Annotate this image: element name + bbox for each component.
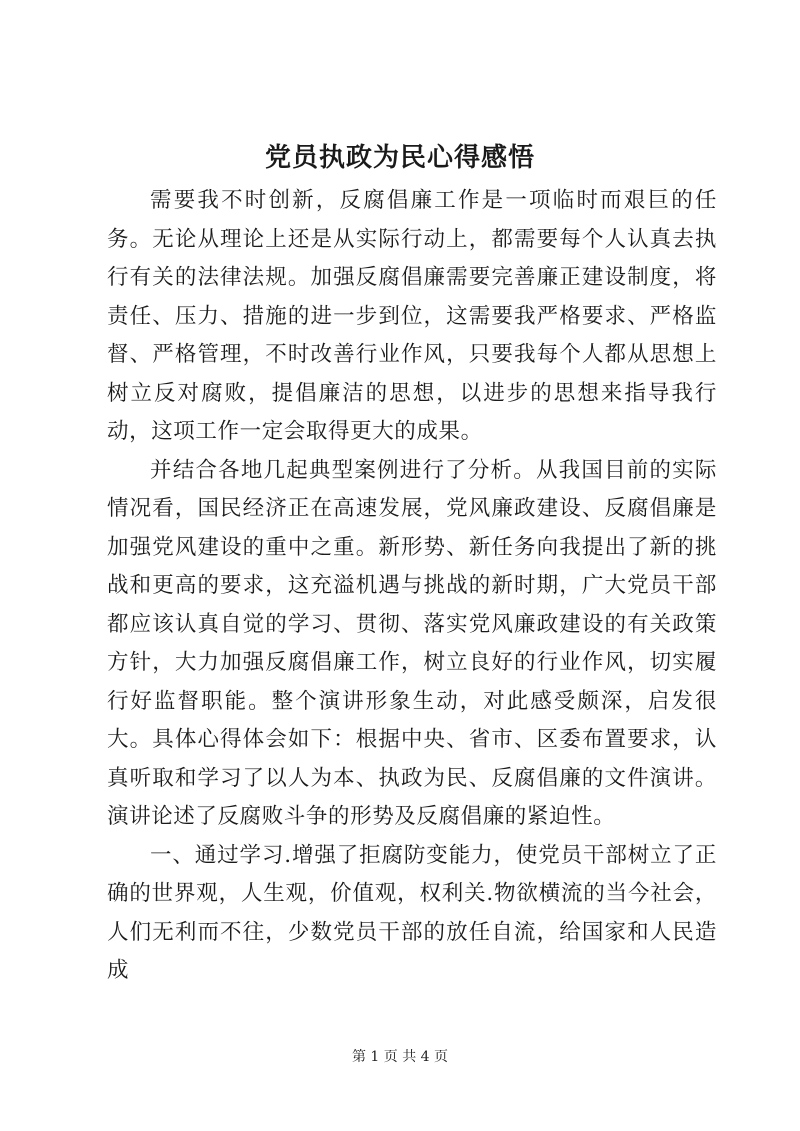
paragraph-2: 并结合各地几起典型案例进行了分析。从我国目前的实际情况看，国民经济正在高速发展，党风廉政建设、反腐倡廉是加强党风建设的重中之重。新形势、新任务向我提出了新的挑战和更高的要求，这充溢机遇与挑战的新时期，广大党员干部都应该认真自觉的学习、贯彻、落实党风廉政建设的有关政策方针，大力加强反腐倡廉工作，树立良好的行业作风，切实履行好监督职能。整个演讲形象生动，对此感受颇深，启发很大。具体心得体会如下：根据中央、省市、区委布置要求，认真听取和学习了以人为本、执政为民、反腐倡廉的文件演讲。演讲论述了反腐败斗争的形势及反腐倡廉的紧迫性。 [107, 457, 717, 829]
paragraph-3: 一、通过学习.增强了拒腐防变能力，使党员干部树立了正确的世界观，人生观，价值观，权利关.物欲横流的当今社会，人们无利而不往，少数党员干部的放任自流，给国家和人民造成 [107, 842, 717, 983]
page-number-footer: 第 1 页 共 4 页 [351, 1049, 449, 1065]
paragraph-1: 需要我不时创新，反腐倡廉工作是一项临时而艰巨的任务。无论从理论上还是从实际行动上，都需要每个人认真去执行有关的法律法规。加强反腐倡廉需要完善廉正建设制度，将责任、压力、措施的进一步到位，这需要我严格要求、严格监督、严格管理，不时改善行业作风，只要我每个人都从思想上树立反对腐败，提倡廉洁的思想，以进步的思想来指导我行动，这项工作一定会取得更大的成果。 [107, 188, 717, 444]
document-body [107, 182, 717, 991]
document-title: 党员执政为民心得感悟 [264, 143, 535, 173]
